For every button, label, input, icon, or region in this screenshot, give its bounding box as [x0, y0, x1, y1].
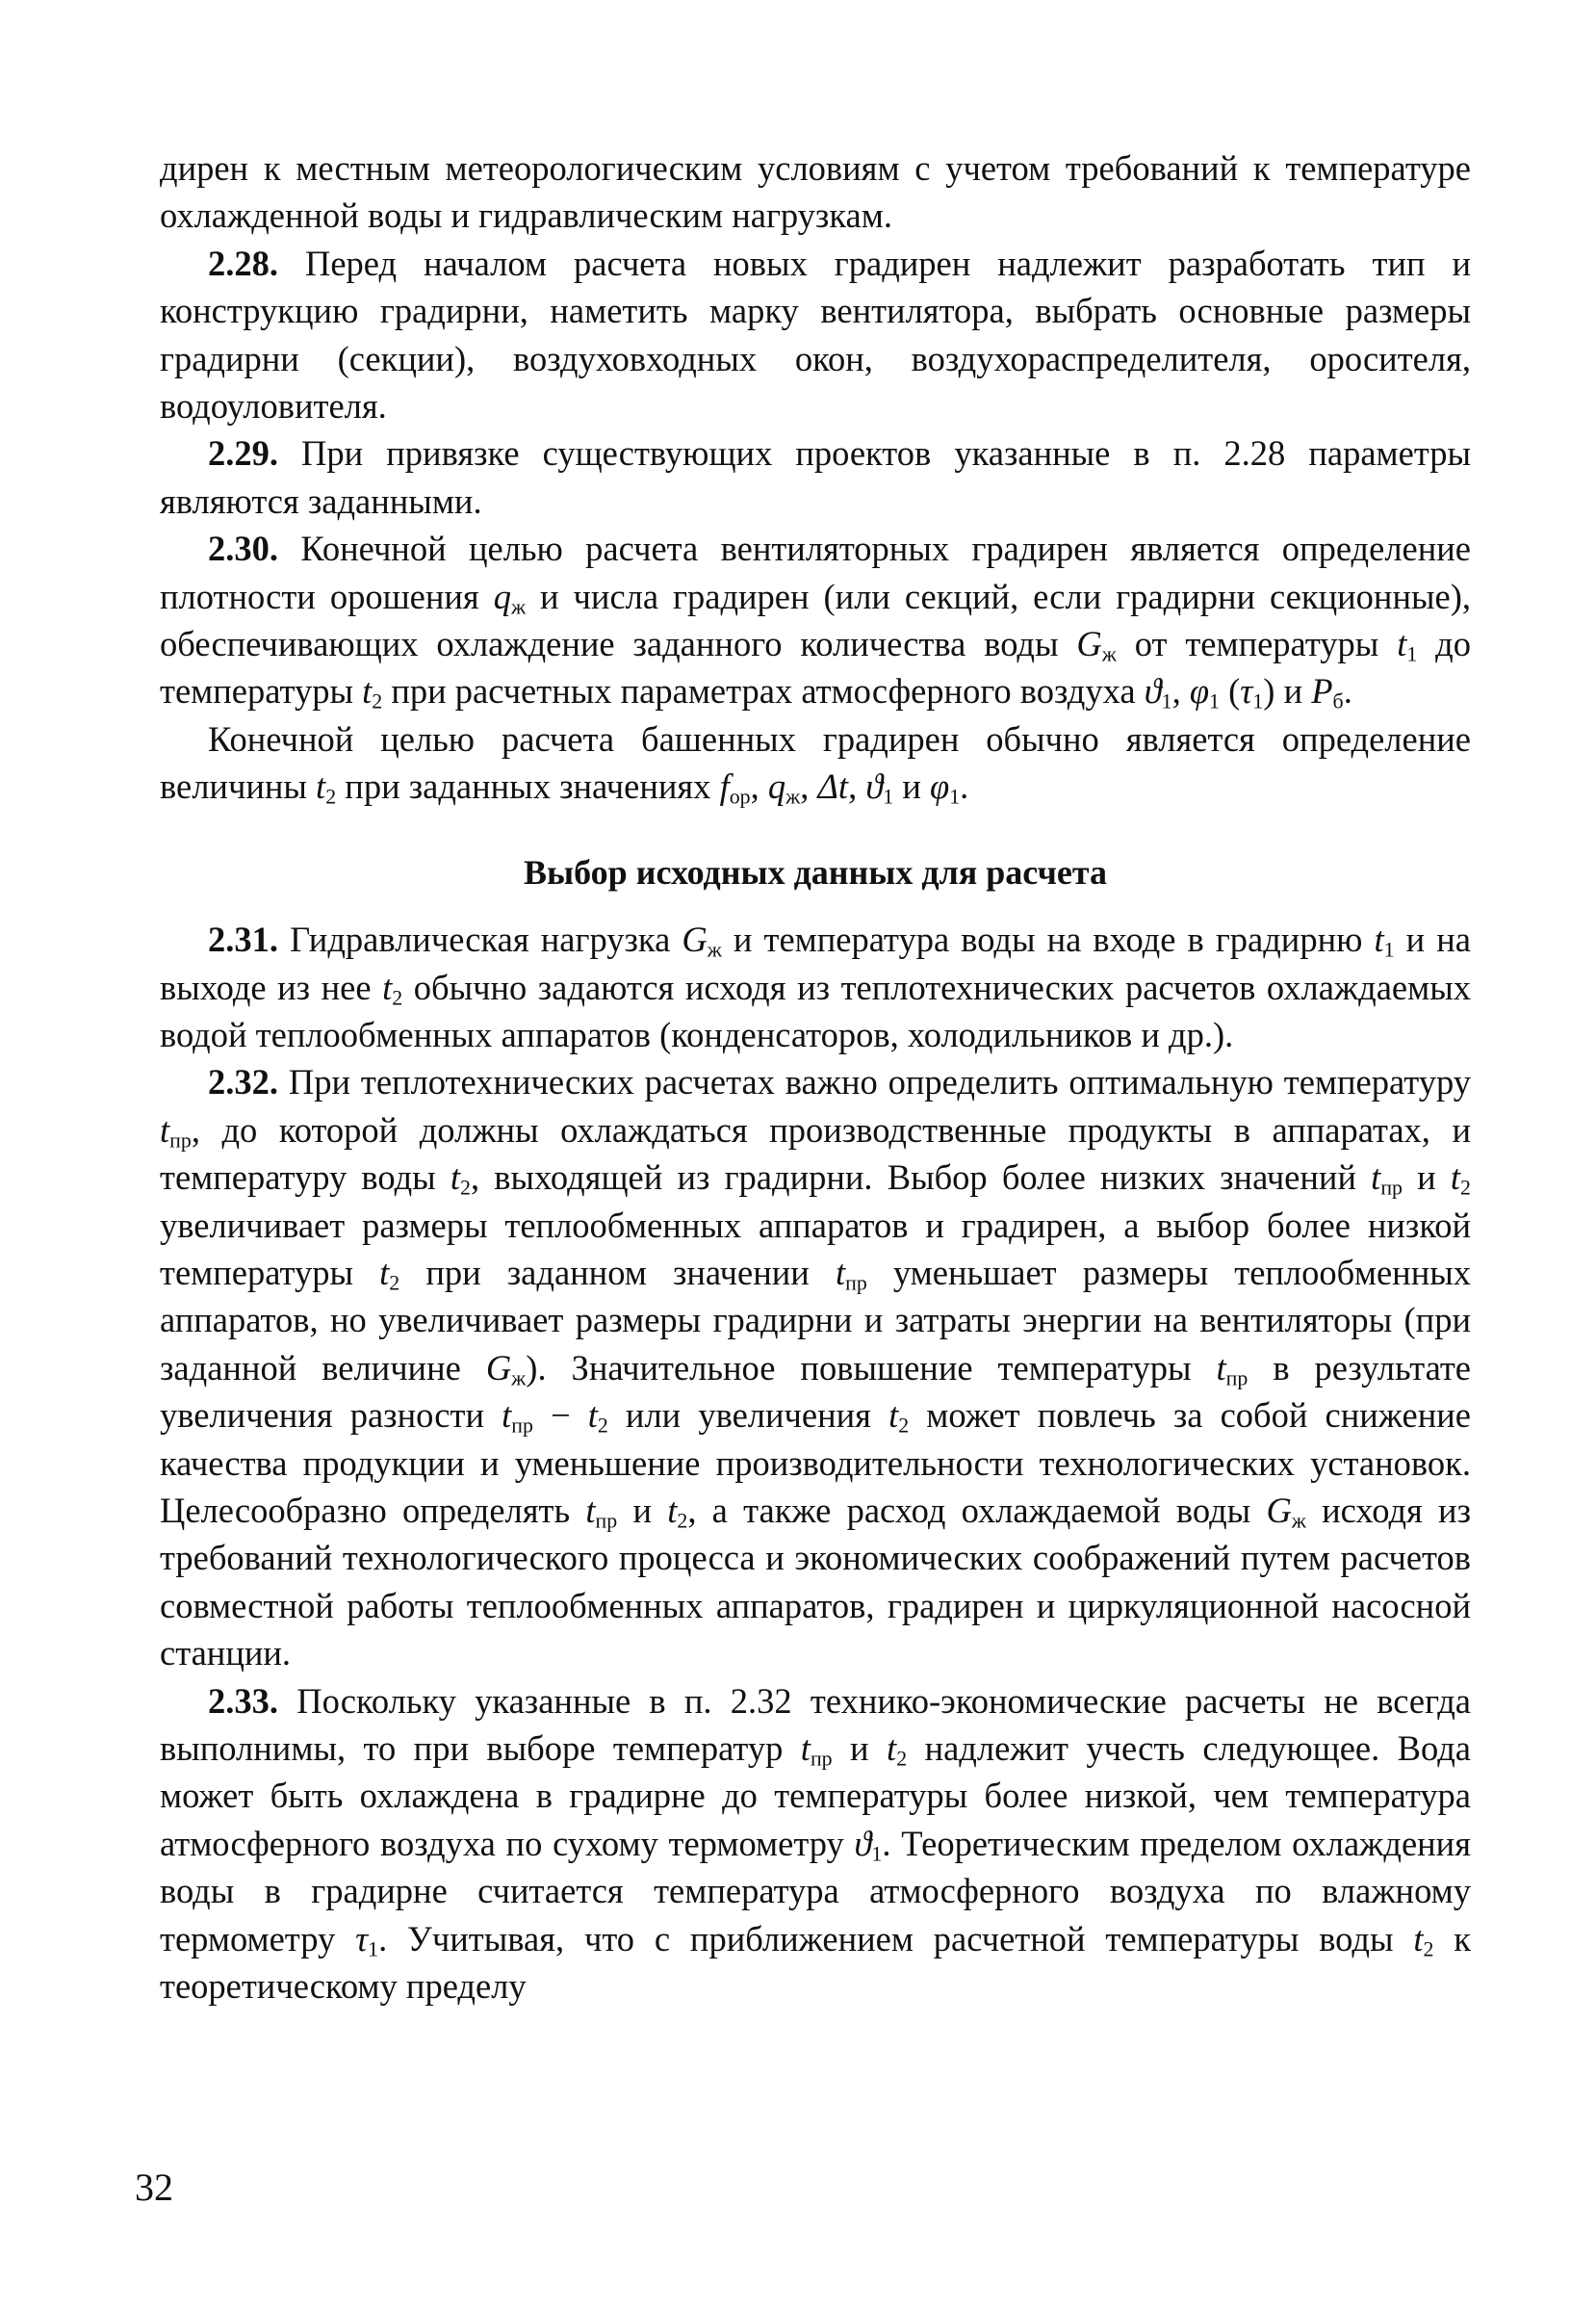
- math-symbol: t: [1371, 1157, 1381, 1198]
- math-subscript: 2: [677, 1508, 688, 1533]
- math-subscript: 1: [368, 1936, 379, 1961]
- page-number: 32: [135, 2166, 173, 2209]
- text: и числа градирен (или секций, если градирни секционные), обеспечивающих охлаждение заданного количества воды: [160, 576, 1471, 664]
- text: При привязке существующих проектов указанные в п. 2.28 параметры являются заданными.: [160, 433, 1471, 521]
- math-symbol: G: [485, 1347, 512, 1388]
- math-subscript: пр: [1225, 1365, 1248, 1390]
- text: дирен к местным метеорологическим условиям с учетом требований к температуре охлажденной воды и гидравлическим нагрузкам.: [160, 148, 1471, 236]
- text: и на выходе из нее: [160, 920, 1471, 1007]
- text: и: [832, 1728, 888, 1768]
- clause-number: 2.31.: [208, 920, 278, 960]
- math-symbol: q: [493, 576, 511, 616]
- text: ,: [750, 766, 768, 807]
- text: Поскольку указанные в п. 2.32 технико-экономические расчеты не всегда выполнимы, то при выборе температур: [160, 1680, 1471, 1768]
- text: ,: [848, 766, 866, 807]
- text: , до которой должны охлаждаться производственные продукты в аппаратах, и температуру воды: [160, 1109, 1471, 1198]
- text: Гидравлическая нагрузка: [278, 920, 682, 960]
- text: −: [532, 1395, 588, 1436]
- math-subscript: пр: [595, 1508, 618, 1533]
- text: в результате увеличения разности: [160, 1347, 1471, 1436]
- math-symbol: t: [1450, 1157, 1461, 1198]
- math-subscript: пр: [511, 1413, 533, 1438]
- math-subscript: 2: [1460, 1175, 1471, 1200]
- math-symbol: t: [160, 1109, 170, 1150]
- paragraph-2-29: [160, 429, 1471, 525]
- math-subscript: 1: [1209, 688, 1220, 713]
- text: надлежит учесть следующее. Вода может быть охлаждена в градирне до температуры более низкой, чем температура атмосферного воздуха по сухому термометру: [160, 1728, 1471, 1863]
- math-symbol: P: [1311, 671, 1333, 712]
- section-heading: Выбор исходных данных для расчета: [524, 852, 1107, 892]
- math-subscript: ж: [785, 784, 801, 809]
- text: до температуры: [160, 624, 1471, 712]
- paragraph-2-32: [160, 1058, 1471, 1676]
- text: ): [1263, 671, 1275, 712]
- math-subscript: 1: [883, 784, 894, 809]
- text: .: [1343, 671, 1352, 712]
- text: . Учитывая, что с приближением расчетной температуры воды: [378, 1918, 1414, 1959]
- text: увеличивает размеры теплообменных аппаратов и градирен, а выбор более низкой температуры: [160, 1205, 1471, 1292]
- math-symbol: t: [502, 1395, 512, 1436]
- math-subscript: 1: [1252, 688, 1264, 713]
- math-symbol: t: [667, 1490, 678, 1530]
- text: При теплотехнических расчетах важно определить оптимальную температуру: [278, 1062, 1471, 1103]
- text: и: [1402, 1157, 1451, 1198]
- math-subscript: 1: [1383, 937, 1395, 962]
- text: ,: [1171, 671, 1190, 712]
- math-subscript: пр: [845, 1270, 867, 1295]
- math-symbol: t: [362, 671, 373, 712]
- text: и: [893, 766, 930, 807]
- math-subscript: пр: [810, 1746, 833, 1771]
- math-symbol: ϑ: [865, 766, 884, 807]
- text: . Теоретическим пределом охлаждения воды в градирне считается температура атмосферного воздуха по влажному термометру: [160, 1823, 1471, 1959]
- text: уменьшает размеры теплообменных аппаратов, но увеличивает размеры градирни и затраты энергии на вентиляторы (при заданной величине: [160, 1252, 1471, 1388]
- math-symbol: q: [767, 766, 786, 807]
- math-subscript: 1: [949, 784, 961, 809]
- text: ). Значительное повышение температуры: [526, 1347, 1217, 1388]
- math-symbol: t: [587, 1395, 598, 1436]
- paragraph-2-28: [160, 240, 1471, 430]
- math-symbol: φ: [929, 766, 950, 807]
- math-symbol: G: [1076, 624, 1102, 664]
- math-symbol: τ: [355, 1918, 369, 1959]
- clause-number: 2.33.: [208, 1680, 278, 1721]
- text: Перед началом расчета новых градирен надлежит разработать тип и конструкцию градирни, наметить марку вентилятора, выбрать основные размеры градирни (секции), воздуховходных окон, воздухораспределителя, оросителя, водоуловителя.: [160, 243, 1471, 427]
- math-subscript: ж: [510, 594, 527, 619]
- text: обычно задаются исходя из теплотехнических расчетов охлаждаемых водой теплообменных аппаратов (конденсаторов, холодильников и др.).: [160, 967, 1471, 1054]
- math-symbol: t: [835, 1252, 846, 1292]
- text: , выходящей из градирни. Выбор более низких значений: [470, 1157, 1372, 1198]
- math-subscript: ор: [729, 784, 751, 809]
- text: .: [960, 766, 969, 807]
- math-subscript: ж: [1291, 1508, 1306, 1533]
- text: к теоретическому пределу: [160, 1918, 1472, 2007]
- text: от температуры: [1116, 624, 1398, 664]
- math-subscript: ж: [707, 937, 722, 962]
- math-subscript: 2: [372, 688, 383, 713]
- math-subscript: 2: [325, 784, 337, 809]
- math-symbol: t: [379, 1252, 390, 1292]
- text: Конечной целью расчета вентиляторных градирен является определение плотности орошения: [160, 529, 1471, 616]
- text: исходя из требований технологического процесса и экономических соображений путем расчетов совместной работы теплообменных аппаратов, градирен и циркуляционной насосной станции.: [160, 1490, 1471, 1673]
- math-symbol: t: [800, 1728, 811, 1768]
- math-subscript: 2: [1423, 1936, 1434, 1961]
- math-symbol: G: [1266, 1490, 1292, 1530]
- paragraph-2-31: [160, 916, 1471, 1058]
- text: и температура воды на входе в градирню: [721, 920, 1375, 960]
- math-symbol: t: [887, 1728, 897, 1768]
- text: при заданном значении: [399, 1252, 836, 1292]
- paragraph-2-30-cont: [160, 715, 1471, 811]
- paragraph-2-30: [160, 525, 1471, 715]
- math-symbol: φ: [1189, 671, 1210, 712]
- text: ,: [800, 766, 818, 807]
- math-subscript: 1: [1161, 688, 1172, 713]
- math-symbol: t: [888, 1395, 899, 1436]
- math-symbol: t: [1216, 1347, 1226, 1388]
- clause-number: 2.30.: [208, 529, 278, 569]
- clause-number: 2.32.: [208, 1062, 278, 1103]
- math-subscript: пр: [1380, 1175, 1403, 1200]
- math-subscript: ж: [1101, 641, 1117, 666]
- math-symbol: t: [450, 1157, 461, 1198]
- text: при расчетных параметрах атмосферного воздуха: [382, 671, 1145, 712]
- math-symbol: t: [585, 1490, 596, 1530]
- math-subscript: пр: [169, 1128, 192, 1153]
- clause-number: 2.28.: [208, 243, 278, 283]
- math-symbol: Δt: [817, 766, 849, 807]
- math-symbol: f: [719, 766, 730, 807]
- math-symbol: t: [316, 766, 326, 807]
- math-symbol: G: [682, 920, 708, 960]
- math-symbol: t: [1374, 920, 1384, 960]
- text: может повлечь за собой снижение качества продукции и уменьшение производительности технологических установок. Целесообразно определять: [160, 1395, 1471, 1530]
- math-symbol: τ: [1240, 671, 1253, 712]
- math-symbol: t: [1397, 624, 1407, 664]
- math-symbol: ϑ: [1144, 671, 1162, 712]
- math-subscript: 1: [871, 1841, 883, 1866]
- clause-number: 2.29.: [208, 433, 278, 474]
- math-subscript: 2: [460, 1175, 471, 1200]
- math-subscript: 2: [597, 1413, 608, 1438]
- math-subscript: 1: [1406, 641, 1418, 666]
- math-subscript: 2: [392, 984, 403, 1009]
- math-subscript: 2: [896, 1746, 908, 1771]
- math-subscript: 2: [389, 1270, 400, 1295]
- text: или увеличения: [607, 1395, 889, 1436]
- math-subscript: б: [1332, 688, 1344, 713]
- text: при заданных значениях: [336, 766, 720, 807]
- text: и: [1274, 671, 1312, 712]
- math-subscript: ж: [511, 1365, 527, 1390]
- paragraph-continuation: [160, 144, 1471, 240]
- text: и: [617, 1490, 668, 1530]
- math-subscript: 2: [898, 1413, 910, 1438]
- body-text: [160, 144, 1471, 2010]
- text: , а также расход охлаждаемой воды: [687, 1490, 1267, 1530]
- math-symbol: t: [382, 967, 393, 1007]
- paragraph-2-33: [160, 1677, 1471, 2011]
- math-symbol: t: [1413, 1918, 1424, 1959]
- math-symbol: ϑ: [854, 1823, 872, 1863]
- text: (: [1228, 671, 1241, 712]
- text: Конечной целью расчета башенных градирен обычно является определение величины: [160, 718, 1471, 807]
